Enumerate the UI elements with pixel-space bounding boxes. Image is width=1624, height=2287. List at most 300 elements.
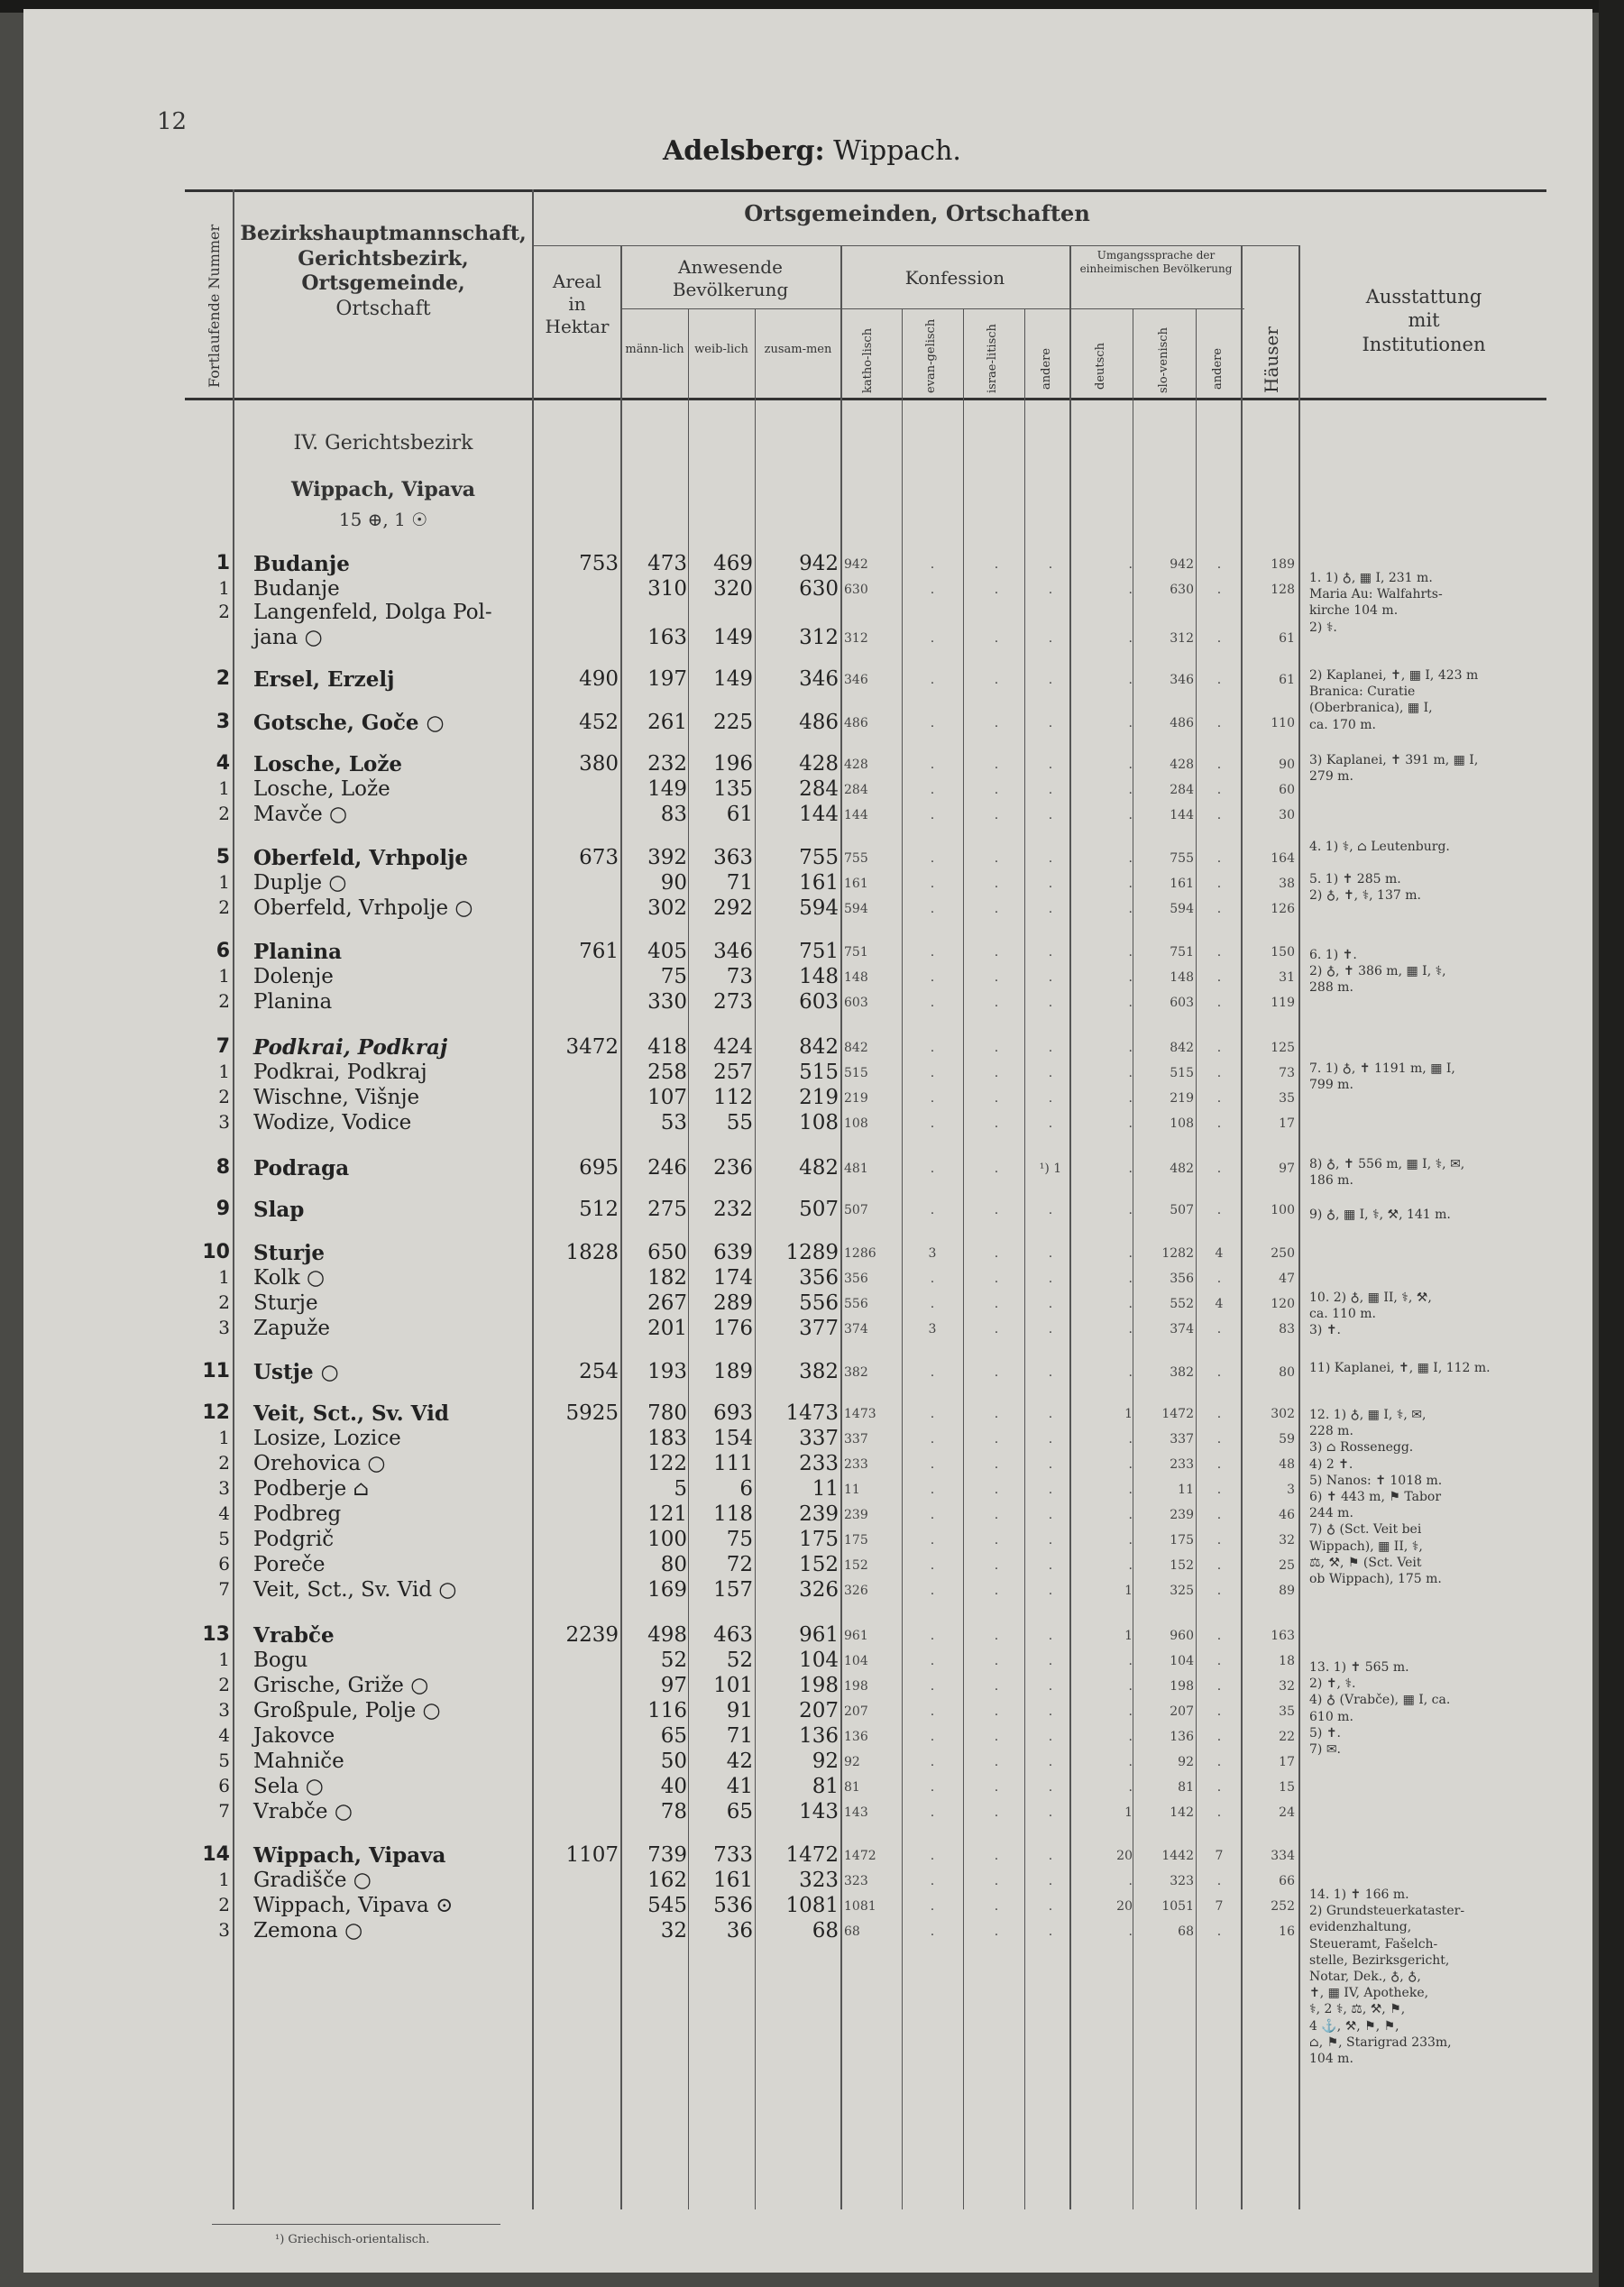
header-group-main: Ortsgemeinden, Ortschaften xyxy=(744,200,1090,226)
cell-an: . xyxy=(1048,1297,1053,1311)
cell-nr: 2 xyxy=(218,803,230,824)
cell-sl: 603 xyxy=(1170,996,1194,1010)
cell-an: . xyxy=(1048,673,1053,687)
cell-ev: . xyxy=(930,877,935,891)
cell-sl: 152 xyxy=(1170,1558,1194,1573)
institution-note-text: 9) ♁, ▦ I, ⚕, ⚒, 141 m. xyxy=(1309,1208,1451,1222)
col-rule xyxy=(1241,245,1243,2209)
cell-name: Orehovica ○ xyxy=(253,1452,386,1475)
cell-ev: . xyxy=(930,1780,935,1795)
cell-w: 157 xyxy=(713,1578,753,1602)
cell-nr: 1 xyxy=(218,1061,230,1082)
cell-z: 556 xyxy=(799,1291,839,1315)
cell-areal: 761 xyxy=(579,940,619,963)
cell-nr: 9 xyxy=(216,1198,230,1220)
cell-an: . xyxy=(1048,1755,1053,1769)
cell-ev: . xyxy=(930,1584,935,1598)
cell-name: Bogu xyxy=(253,1649,308,1672)
cell-is: . xyxy=(994,1849,999,1863)
cell-ka: 374 xyxy=(844,1322,868,1336)
institution-note-text: 6. 1) ✝. 2) ♁, ✝ 386 m, ▦ I, ⚕, 288 m. xyxy=(1309,948,1446,996)
cell-ev: . xyxy=(930,1508,935,1522)
cell-ka: 942 xyxy=(844,557,868,572)
cell-an: . xyxy=(1048,1091,1053,1106)
cell-ev: . xyxy=(930,1041,935,1055)
cell-an2: . xyxy=(1216,877,1222,891)
cell-ha: 73 xyxy=(1279,1066,1295,1080)
cell-ha: 38 xyxy=(1279,877,1295,891)
cell-sl: 81 xyxy=(1178,1780,1194,1795)
cell-sl: 751 xyxy=(1170,945,1194,960)
cell-ka: 556 xyxy=(844,1297,868,1311)
cell-ha: 30 xyxy=(1279,808,1295,822)
cell-z: 152 xyxy=(799,1553,839,1576)
cell-m: 267 xyxy=(647,1291,687,1315)
cell-is: . xyxy=(994,1924,999,1939)
cell-an2: . xyxy=(1216,945,1222,960)
cell-m: 545 xyxy=(647,1894,687,1917)
header-pop: Anwesende Bevölkerung xyxy=(672,256,789,300)
cell-sl: 68 xyxy=(1178,1924,1194,1939)
header-name-line: Bezirkshauptmannschaft, xyxy=(240,222,527,245)
cell-name: Veit, Sct., Sv. Vid ○ xyxy=(253,1578,457,1602)
cell-de: . xyxy=(1128,1041,1133,1055)
header-konf-col: katho-lisch xyxy=(861,327,875,393)
cell-ha: 100 xyxy=(1271,1203,1295,1217)
header-name-line: Ortsgemeinde, xyxy=(301,271,465,295)
cell-z: 136 xyxy=(799,1724,839,1748)
institution-note xyxy=(1309,752,1562,785)
cell-an: . xyxy=(1048,1849,1053,1863)
cell-nr: 1 xyxy=(218,777,230,799)
cell-z: 377 xyxy=(799,1317,839,1340)
cell-an: . xyxy=(1048,1483,1053,1497)
col-rule xyxy=(1069,245,1071,2209)
subgroup-rule xyxy=(622,308,1244,309)
cell-nr: 3 xyxy=(218,1699,230,1721)
cell-m: 50 xyxy=(660,1750,687,1773)
cell-an2: . xyxy=(1216,583,1222,597)
cell-nr: 5 xyxy=(216,846,230,868)
institution-note xyxy=(1309,871,1562,904)
institution-note-text: 8) ♁, ✝ 556 m, ▦ I, ⚕, ✉, 186 m. xyxy=(1309,1157,1465,1189)
cell-ha: 16 xyxy=(1279,1924,1295,1939)
cell-sl: 219 xyxy=(1170,1091,1194,1106)
cell-an: . xyxy=(1048,1457,1053,1472)
cell-ha: 24 xyxy=(1279,1805,1295,1820)
cell-an2: 7 xyxy=(1215,1899,1224,1914)
header-lang-col: andere xyxy=(1211,347,1225,390)
cell-ka: 284 xyxy=(844,783,868,797)
cell-w: 733 xyxy=(713,1843,753,1867)
cell-ev: . xyxy=(930,808,935,822)
cell-de: 1 xyxy=(1124,1584,1133,1598)
cell-name: Podgrič xyxy=(253,1528,335,1551)
cell-sl: 325 xyxy=(1170,1584,1194,1598)
cell-z: 312 xyxy=(799,626,839,649)
cell-m: 32 xyxy=(660,1919,687,1943)
cell-ev: . xyxy=(930,1704,935,1719)
cell-de: . xyxy=(1128,1558,1133,1573)
cell-nr: 2 xyxy=(218,601,230,622)
cell-sl: 239 xyxy=(1170,1508,1194,1522)
cell-is: . xyxy=(994,1508,999,1522)
cell-is: . xyxy=(994,1407,999,1421)
cell-ka: 486 xyxy=(844,716,868,730)
cell-is: . xyxy=(994,1755,999,1769)
cell-ka: 594 xyxy=(844,902,868,916)
cell-is: . xyxy=(994,851,999,866)
cell-ev: . xyxy=(930,1432,935,1447)
cell-name: Wischne, Višnje xyxy=(253,1086,420,1109)
col-rule xyxy=(233,189,234,2209)
cell-de: . xyxy=(1128,557,1133,572)
cell-is: . xyxy=(994,1457,999,1472)
cell-ev: . xyxy=(930,1407,935,1421)
cell-ha: 150 xyxy=(1271,945,1295,960)
cell-w: 71 xyxy=(726,871,753,895)
cell-ha: 48 xyxy=(1279,1457,1295,1472)
cell-an2: . xyxy=(1216,1679,1222,1694)
cell-m: 418 xyxy=(647,1035,687,1059)
cell-areal: 254 xyxy=(579,1360,619,1383)
cell-an: . xyxy=(1048,1629,1053,1643)
cell-ka: 92 xyxy=(844,1755,860,1769)
cell-name: Vrabče ○ xyxy=(253,1800,353,1823)
cell-m: 405 xyxy=(647,940,687,963)
cell-ev: 3 xyxy=(928,1322,937,1336)
cell-name: Jakovce xyxy=(253,1724,335,1748)
cell-nr: 7 xyxy=(218,1578,230,1600)
cell-an2: . xyxy=(1216,1483,1222,1497)
cell-z: 961 xyxy=(799,1623,839,1647)
cell-is: . xyxy=(994,996,999,1010)
cell-de: . xyxy=(1128,1116,1133,1131)
cell-m: 473 xyxy=(647,552,687,575)
cell-nr: 4 xyxy=(216,752,230,775)
cell-z: 81 xyxy=(812,1775,839,1798)
cell-m: 392 xyxy=(647,846,687,869)
cell-de: 1 xyxy=(1124,1805,1133,1820)
cell-name: Slap xyxy=(253,1198,305,1222)
cell-an: . xyxy=(1048,1322,1053,1336)
cell-name: Mahniče xyxy=(253,1750,344,1773)
cell-ha: 110 xyxy=(1271,716,1295,730)
cell-is: . xyxy=(994,1297,999,1311)
cell-an2: . xyxy=(1216,1508,1222,1522)
institution-note xyxy=(1309,1156,1562,1189)
cell-w: 257 xyxy=(713,1061,753,1084)
cell-is: . xyxy=(994,1162,999,1176)
cell-de: . xyxy=(1128,1432,1133,1447)
institution-note-text: 11) Kaplanei, ✝, ▦ I, 112 m. xyxy=(1309,1361,1491,1375)
cell-m: 53 xyxy=(660,1111,687,1134)
cell-w: 6 xyxy=(739,1477,753,1501)
cell-an: . xyxy=(1048,1558,1053,1573)
cell-name: Podbreg xyxy=(253,1502,342,1526)
cell-ha: 59 xyxy=(1279,1432,1295,1447)
header-nr: Fortlaufende Nummer xyxy=(206,224,223,388)
cell-m: 330 xyxy=(647,990,687,1014)
header-name xyxy=(236,222,530,321)
cell-w: 196 xyxy=(713,752,753,776)
cell-an2: . xyxy=(1216,716,1222,730)
cell-w: 111 xyxy=(713,1452,753,1475)
cell-w: 536 xyxy=(713,1894,753,1917)
cell-an2: . xyxy=(1216,1432,1222,1447)
cell-an2: . xyxy=(1216,1805,1222,1820)
cell-ha: 128 xyxy=(1271,583,1295,597)
cell-an: . xyxy=(1048,1203,1053,1217)
cell-w: 273 xyxy=(713,990,753,1014)
cell-ev: . xyxy=(930,583,935,597)
cell-is: . xyxy=(994,1654,999,1668)
cell-w: 65 xyxy=(726,1800,753,1823)
cell-de: . xyxy=(1128,1533,1133,1548)
cell-nr: 14 xyxy=(202,1843,230,1866)
cell-ha: 15 xyxy=(1279,1780,1295,1795)
cell-m: 261 xyxy=(647,711,687,734)
cell-is: . xyxy=(994,1483,999,1497)
cell-nr: 7 xyxy=(216,1035,230,1058)
cell-m: 149 xyxy=(647,777,687,801)
cell-ka: 144 xyxy=(844,808,868,822)
cell-de: . xyxy=(1128,1066,1133,1080)
cell-ka: 481 xyxy=(844,1162,868,1176)
cell-ev: . xyxy=(930,673,935,687)
institution-note-text: 2) Kaplanei, ✝, ▦ I, 423 m Branica: Curatie (Oberbranica), ▦ I, ca. 170 m. xyxy=(1309,668,1479,732)
cell-nr: 13 xyxy=(202,1623,230,1646)
footnote-rule xyxy=(212,2224,500,2225)
cell-name: Losche, Lože xyxy=(253,777,390,801)
cell-ka: 630 xyxy=(844,583,868,597)
institution-note xyxy=(1309,947,1562,997)
cell-m: 201 xyxy=(647,1317,687,1340)
cell-an2: . xyxy=(1216,1584,1222,1598)
cell-ev: . xyxy=(930,1162,935,1176)
cell-ka: 356 xyxy=(844,1272,868,1286)
col-rule xyxy=(1024,308,1025,2209)
cell-an: . xyxy=(1048,1116,1053,1131)
cell-an: . xyxy=(1048,945,1053,960)
header-inst-line: Ausstattung xyxy=(1365,286,1482,308)
cell-ev: . xyxy=(930,902,935,916)
cell-ka: 428 xyxy=(844,758,868,772)
cell-an: . xyxy=(1048,1432,1053,1447)
cell-sl: 515 xyxy=(1170,1066,1194,1080)
cell-an2: 4 xyxy=(1215,1297,1224,1311)
cell-is: . xyxy=(994,631,999,646)
cell-is: . xyxy=(994,1584,999,1598)
cell-an2: . xyxy=(1216,1654,1222,1668)
cell-sl: 144 xyxy=(1170,808,1194,822)
institution-note-text: 10. 2) ♁, ▦ II, ⚕, ⚒, ca. 110 m. 3) ✝. xyxy=(1309,1290,1432,1338)
cell-ha: 163 xyxy=(1271,1629,1295,1643)
cell-z: 1289 xyxy=(785,1241,839,1264)
header-konf-col: israe-litisch xyxy=(986,324,999,393)
cell-an2: . xyxy=(1216,808,1222,822)
cell-name: Gotsche, Goče ○ xyxy=(253,711,445,735)
cell-ka: 312 xyxy=(844,631,868,646)
cell-name: Grische, Griže ○ xyxy=(253,1674,429,1697)
cell-areal: 3472 xyxy=(565,1035,619,1059)
cell-ha: 47 xyxy=(1279,1272,1295,1286)
cell-nr: 1 xyxy=(218,965,230,987)
cell-an2: . xyxy=(1216,851,1222,866)
cell-de: . xyxy=(1128,1297,1133,1311)
cell-name: Kolk ○ xyxy=(253,1266,326,1290)
cell-is: . xyxy=(994,1730,999,1744)
cell-z: 284 xyxy=(799,777,839,801)
page-title xyxy=(0,135,1624,167)
cell-w: 320 xyxy=(713,577,753,601)
institution-note-text: 7. 1) ♁, ✝ 1191 m, ▦ I, 799 m. xyxy=(1309,1061,1455,1093)
cell-w: 73 xyxy=(726,965,753,988)
cell-de: . xyxy=(1128,808,1133,822)
cell-name: Planina xyxy=(253,940,343,964)
cell-de: 20 xyxy=(1116,1849,1133,1863)
cell-an: . xyxy=(1048,631,1053,646)
page-number: 12 xyxy=(157,108,188,135)
cell-is: . xyxy=(994,945,999,960)
cell-ka: 1473 xyxy=(844,1407,876,1421)
cell-sl: 1051 xyxy=(1161,1899,1194,1914)
cell-an2: . xyxy=(1216,902,1222,916)
cell-ha: 17 xyxy=(1279,1755,1295,1769)
cell-ka: 515 xyxy=(844,1066,868,1080)
cell-de: . xyxy=(1128,996,1133,1010)
cell-name: Podkrai, Podkraj xyxy=(253,1035,448,1060)
cell-an2: . xyxy=(1216,1091,1222,1106)
cell-de: . xyxy=(1128,1162,1133,1176)
cell-m: 122 xyxy=(647,1452,687,1475)
cell-an2: . xyxy=(1216,996,1222,1010)
cell-z: 11 xyxy=(812,1477,839,1501)
cell-name: Podkrai, Podkraj xyxy=(253,1061,427,1084)
cell-nr: 1 xyxy=(218,871,230,893)
cell-m: 162 xyxy=(647,1869,687,1892)
cell-an: . xyxy=(1048,1246,1053,1261)
cell-w: 189 xyxy=(713,1360,753,1383)
institution-note-text: 4. 1) ⚕, ⌂ Leutenburg. xyxy=(1309,840,1450,854)
cell-name: Planina xyxy=(253,990,333,1014)
cell-m: 246 xyxy=(647,1156,687,1180)
cell-an: . xyxy=(1048,1508,1053,1522)
cell-ha: 90 xyxy=(1279,758,1295,772)
cell-w: 71 xyxy=(726,1724,753,1748)
cell-sl: 148 xyxy=(1170,970,1194,985)
cell-areal: 2239 xyxy=(565,1623,619,1647)
header-area-line: Areal xyxy=(552,271,602,292)
cell-sl: 11 xyxy=(1178,1483,1194,1497)
cell-an2: . xyxy=(1216,970,1222,985)
cell-w: 154 xyxy=(713,1427,753,1450)
cell-z: 346 xyxy=(799,667,839,691)
cell-m: 83 xyxy=(660,803,687,826)
cell-is: . xyxy=(994,1365,999,1380)
col-rule xyxy=(755,308,756,2209)
cell-m: 75 xyxy=(660,965,687,988)
cell-de: . xyxy=(1128,1874,1133,1888)
district-summary: 15 ⊕, 1 ☉ xyxy=(338,509,428,530)
cell-an2: . xyxy=(1216,1162,1222,1176)
cell-w: 346 xyxy=(713,940,753,963)
cell-ka: 136 xyxy=(844,1730,868,1744)
cell-ev: . xyxy=(930,970,935,985)
cell-name: Wippach, Vipava ⊙ xyxy=(253,1894,454,1917)
cell-w: 55 xyxy=(726,1111,753,1134)
cell-ka: 1081 xyxy=(844,1899,876,1914)
cell-ka: 68 xyxy=(844,1924,860,1939)
col-rule xyxy=(902,308,903,2209)
cell-de: . xyxy=(1128,1457,1133,1472)
cell-de: . xyxy=(1128,1730,1133,1744)
cell-is: . xyxy=(994,1041,999,1055)
cell-m: 121 xyxy=(647,1502,687,1526)
cell-ev: . xyxy=(930,1849,935,1863)
cell-nr: 3 xyxy=(218,1111,230,1133)
cell-ha: 17 xyxy=(1279,1116,1295,1131)
cell-sl: 486 xyxy=(1170,716,1194,730)
cell-nr: 1 xyxy=(218,1266,230,1288)
cell-ev: . xyxy=(930,1629,935,1643)
cell-ev: . xyxy=(930,1730,935,1744)
cell-nr: 2 xyxy=(218,1086,230,1107)
cell-de: . xyxy=(1128,1246,1133,1261)
cell-nr: 3 xyxy=(218,1477,230,1499)
cell-ev: . xyxy=(930,851,935,866)
institution-note xyxy=(1309,839,1562,855)
cell-ka: 346 xyxy=(844,673,868,687)
cell-is: . xyxy=(994,557,999,572)
cell-an2: . xyxy=(1216,1203,1222,1217)
title-area: Wippach. xyxy=(824,135,961,167)
col-rule xyxy=(1298,245,1300,2209)
cell-is: . xyxy=(994,1116,999,1131)
cell-ka: 207 xyxy=(844,1704,868,1719)
cell-w: 135 xyxy=(713,777,753,801)
cell-nr: 2 xyxy=(218,990,230,1012)
cell-ka: 382 xyxy=(844,1365,868,1380)
cell-name: Budanje xyxy=(253,577,340,601)
cell-m: 40 xyxy=(660,1775,687,1798)
cell-areal: 380 xyxy=(579,752,619,776)
cell-is: . xyxy=(994,1679,999,1694)
cell-ha: 125 xyxy=(1271,1041,1295,1055)
cell-de: . xyxy=(1128,945,1133,960)
cell-is: . xyxy=(994,1246,999,1261)
cell-ev: . xyxy=(930,1091,935,1106)
cell-de: . xyxy=(1128,1704,1133,1719)
cell-w: 469 xyxy=(713,552,753,575)
institution-note xyxy=(1309,1290,1562,1339)
cell-de: . xyxy=(1128,1365,1133,1380)
cell-z: 175 xyxy=(799,1528,839,1551)
cell-is: . xyxy=(994,1322,999,1336)
cell-an2: . xyxy=(1216,631,1222,646)
cell-ha: 35 xyxy=(1279,1704,1295,1719)
cell-z: 144 xyxy=(799,803,839,826)
cell-ev: . xyxy=(930,1874,935,1888)
cell-sl: 161 xyxy=(1170,877,1194,891)
cell-sl: 1282 xyxy=(1161,1246,1194,1261)
cell-sl: 356 xyxy=(1170,1272,1194,1286)
cell-name: Budanje xyxy=(253,552,350,576)
cell-sl: 346 xyxy=(1170,673,1194,687)
cell-sl: 284 xyxy=(1170,783,1194,797)
cell-ev: . xyxy=(930,716,935,730)
cell-name: Ustje ○ xyxy=(253,1360,339,1384)
